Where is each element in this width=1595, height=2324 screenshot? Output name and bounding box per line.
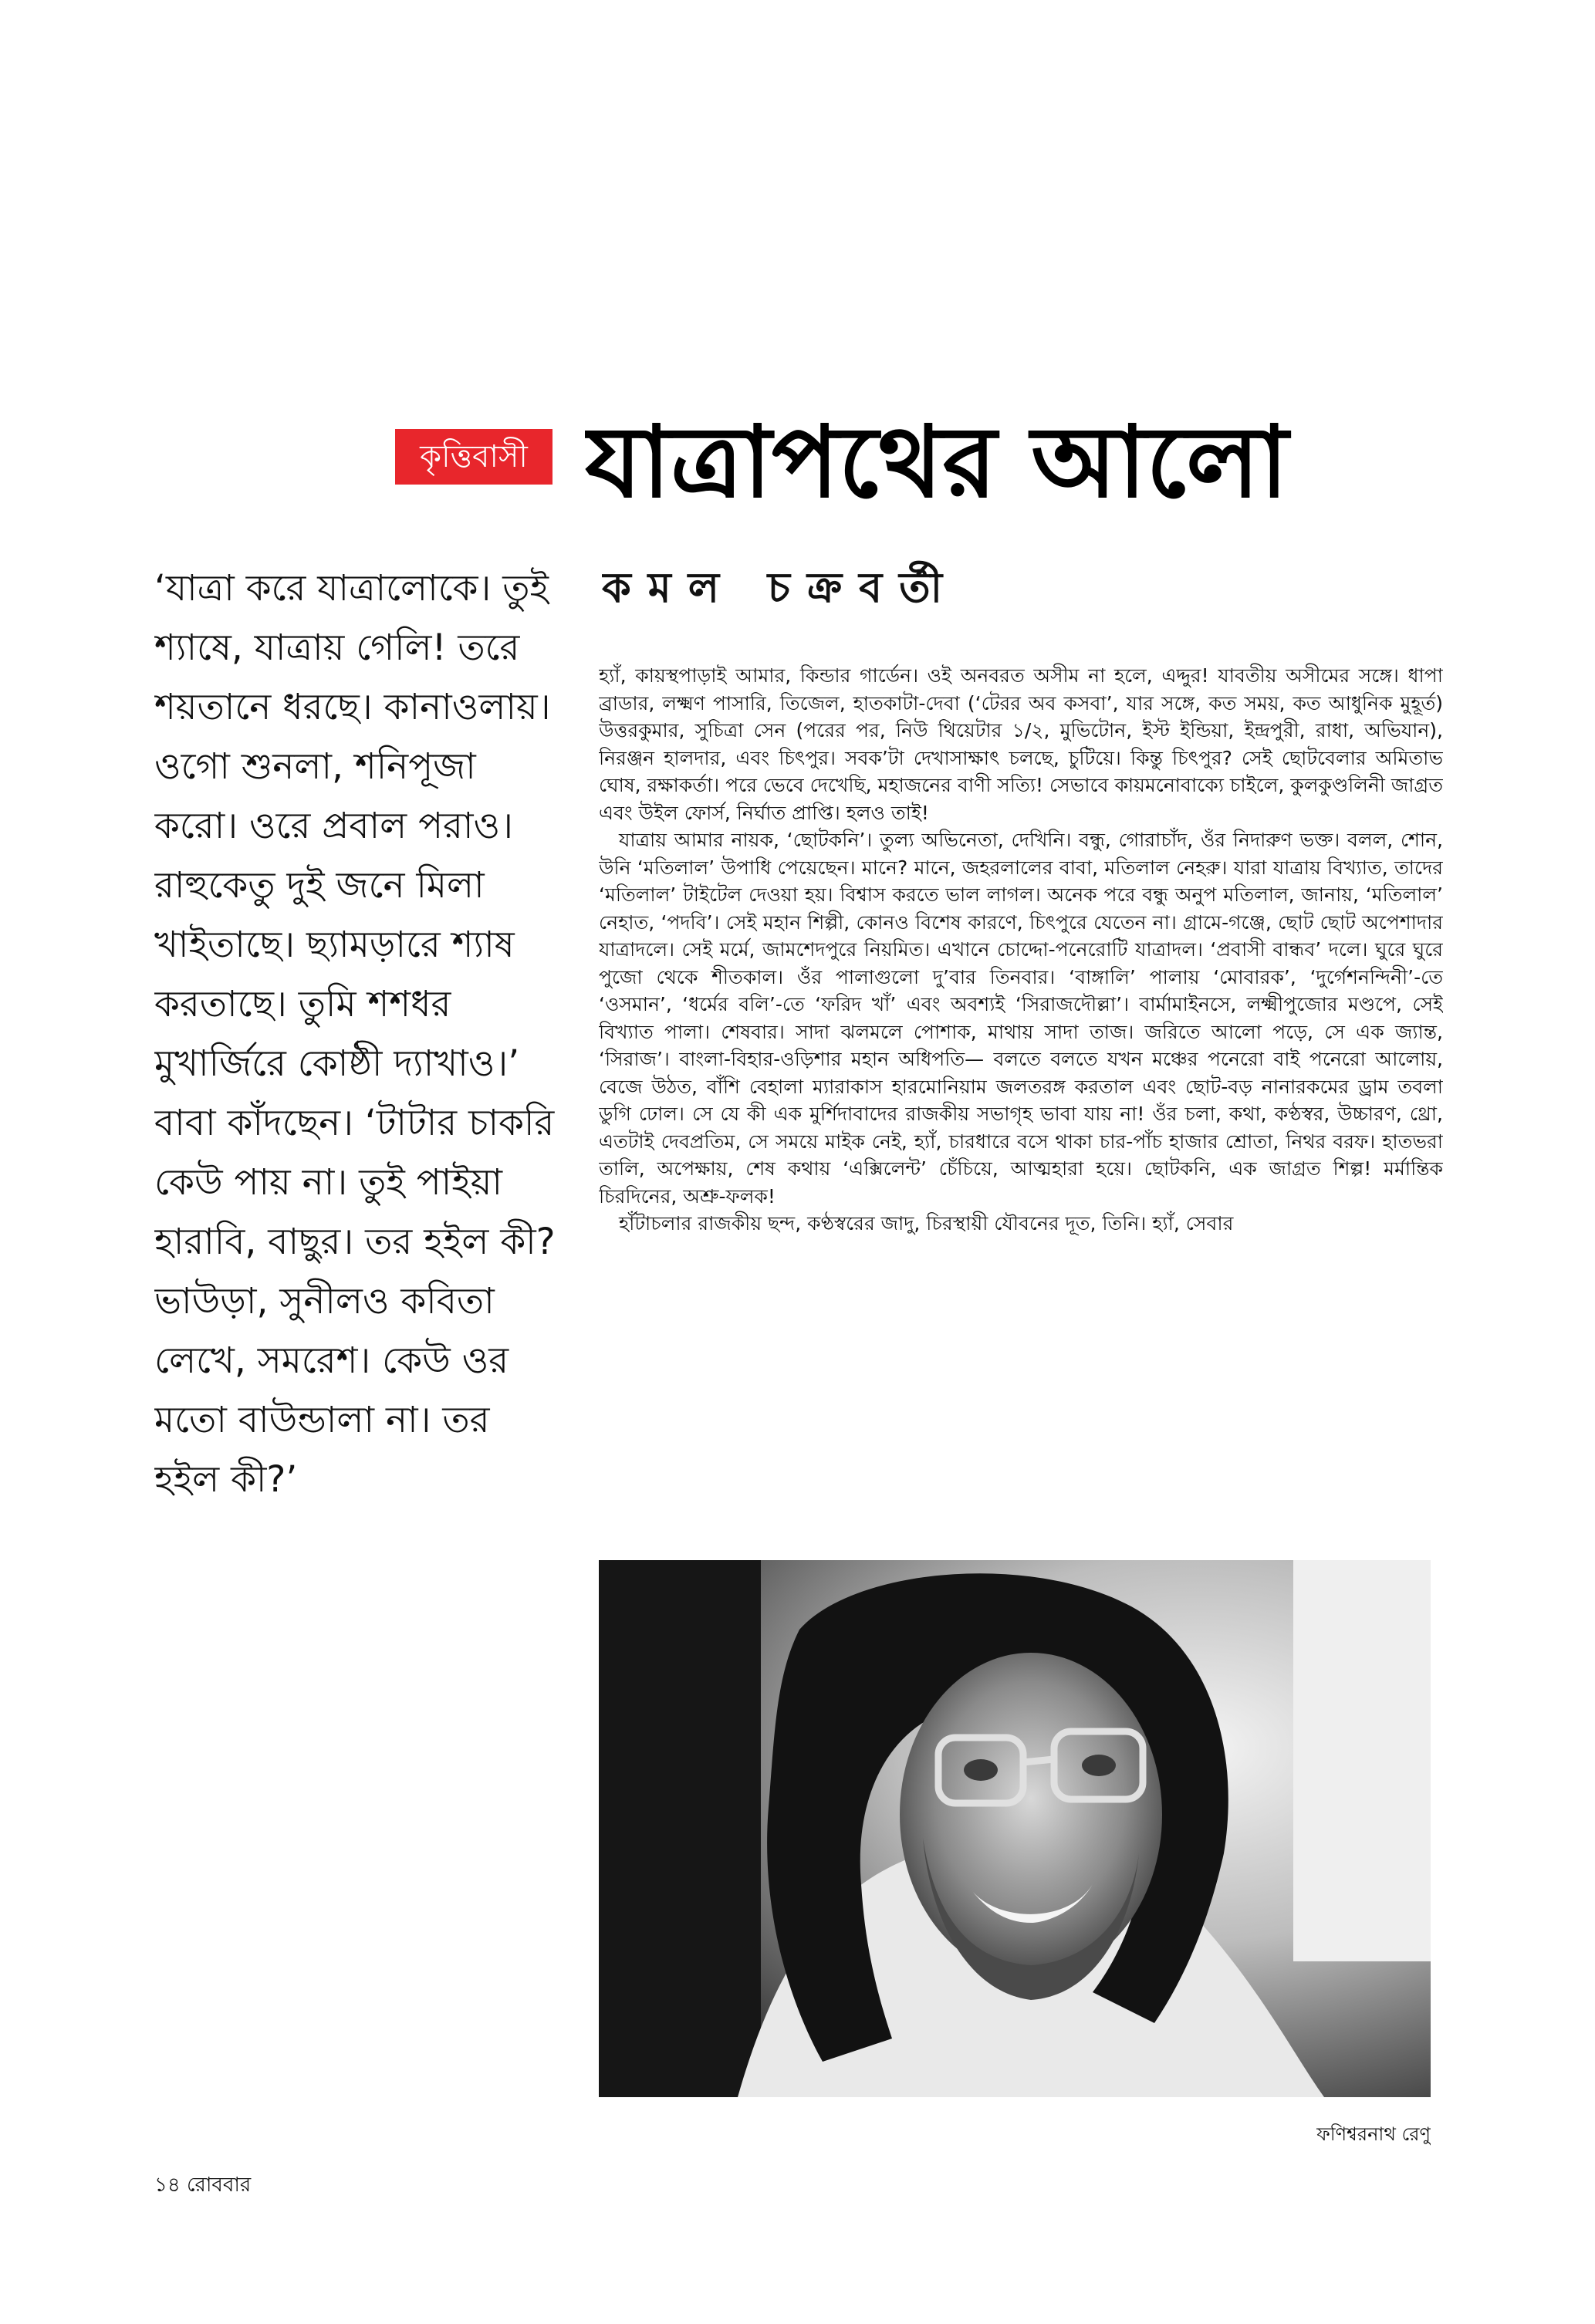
photo-caption: ফণিশ্বরনাথ রেণু: [1316, 2123, 1431, 2145]
portrait-photo-graphic: [599, 1560, 1431, 2097]
article-body: [599, 662, 1443, 1534]
section-tag: কৃত্তিবাসী: [395, 429, 553, 485]
body-paragraph: হাঁটাচলার রাজকীয় ছন্দ, কণ্ঠস্বরের জাদু, চিরস্থায়ী যৌবনের দূত, তিনি। হ্যাঁ, সেবার: [619, 1212, 1234, 1235]
body-paragraph: যাত্রায় আমার নায়ক, ‘ছোটকনি’। তুল্য অভিনেতা, দেখিনি। বন্ধু, গোরাচাঁদ, ওঁর নিদারুণ ভক্ত। বলল, শোন, উনি ‘মতিলাল’ উপাধি পেয়েছেন। মানে? মানে, জহরলালের বাবা, মতিলাল নেহরু। যারা যাত্রায় বিখ্যাত, তাদের ‘মতিলাল’ টাইটেল দেওয়া হয়। বিশ্বাস করতে ভাল লাগল। অনেক পরে বন্ধু অনুপ মতিলাল, জানায়, ‘মতিলাল’ নেহাত, ‘পদবি’। সেই মহান শিল্পী, কোনও বিশেষ কারণে, চিৎপুরে যেতেন না। গ্রামে-গঞ্জে, ছোট ছোট অপেশাদার যাত্রাদলে। সেই মর্মে, জামশেদপুরে নিয়মিত। এখানে চোদ্দো-পনেরোটি যাত্রাদল। ‘প্রবাসী বান্ধব’ দলে। ঘুরে ঘুরে পুজো থেকে শীতকাল। ওঁর পালাগুলো দু’বার তিনবার। ‘বাঙ্গালি’ পালায় ‘মোবারক’, ‘দুর্গেশনন্দিনী’-তে ‘ওসমান’, ‘ধর্মের বলি’-তে ‘ফরিদ খাঁ’ এবং অবশ্যই ‘সিরাজদৌল্লা’। বার্মামাইনসে, লক্ষ্মীপুজোর মণ্ডপে, সেই বিখ্যাত পালা। শেষবার। সাদা ঝলমলে পোশাক, মাথায় সাদা তাজ। জরিতে আলো পড়ে, সে এক জ্যান্ত, ‘সিরাজ’। বাংলা-বিহার-ওড়িশার মহান অধিপতি— বলতে বলতে যখন মঞ্চের পনেরো বাই পনেরো আলোয়, বেজে উঠত, বাঁশি বেহালা ম্যারাকাস হারমোনিয়াম জলতরঙ্গ করতাল এবং ছোট-বড় নানারকমের ড্রাম তবলা ডুগি ঢোল। সে যে কী এক মুর্শিদাবাদের রাজকীয় সভাগৃহ ভাবা যায় না! ওঁর চলা, কথা, কণ্ঠস্বর, উচ্চারণ, থ্রো, এতটাই দেবপ্রতিম, সে সময়ে মাইক নেই, হ্যাঁ, চারধারে বসে থাকা চার-পাঁচ হাজার শ্রোতা, নিথর বরফ। হাতভরা তালি, অপেক্ষায়, শেষ কথায় ‘এক্সিলেন্ট’ চেঁচিয়ে, আত্মহারা হয়ে। ছোটকনি, এক জাগ্রত শিল্প! মর্মান্তিক চিরদিনের, অশ্রু-ফলক!: [599, 829, 1443, 1208]
body-paragraph: হ্যাঁ, কায়স্থপাড়াই আমার, কিন্ডার গার্ডেন। ওই অনবরত অসীম না হলে, এদ্দুর! যাবতীয় অসীমের সঙ্গে। ধাপা ব্রাডার, লক্ষ্মণ পাসারি, তিজেল, হাতকাটা-দেবা (‘টেরর অব কসবা’, যার সঙ্গে, কত সময়, কত আধুনিক মুহূর্ত) উত্তরকুমার, সুচিত্রা সেন (পরের পর, নিউ থিয়েটার ১/২, মুভিটোন, ইস্ট ইন্ডিয়া, ইন্দ্রপুরী, রাধা, অভিযান), নিরঞ্জন হালদার, এবং চিৎপুর। সবক’টা দেখাসাক্ষাৎ চলছে, চুটিয়ে। কিন্তু চিৎপুর? সেই ছোটবেলার অমিতাভ ঘোষ, রক্ষাকর্তা। পরে ভেবে দেখেছি, মহাজনের বাণী সত্যি! সেভাবে কায়মনোবাক্যে চাইলে, কুলকুণ্ডলিনী জাগ্রত এবং উইল ফোর্স, নির্ঘাত প্রাপ্তি। হলও তাই!: [599, 664, 1443, 824]
portrait-photo: [599, 1560, 1431, 2097]
author-byline: কমল চক্রবর্তী: [602, 563, 960, 612]
page-folio: ১৪ রোববার: [154, 2174, 252, 2197]
headline: যাত্রাপথের আলো: [585, 405, 1289, 520]
pull-quote: ‘যাত্রা করে যাত্রালোকে। তুই শ্যাষে, যাত্রায় গেলি! তরে শয়তানে ধরছে। কানাওলায়। ওগো শুনলা, শনিপূজা করো। ওরে প্রবাল পরাও। রাহুকেতু দুই জনে মিলা খাইতাছে। ছ্যামড়ারে শ্যাষ করতাছে। তুমি শশধর মুখার্জিরে কোষ্ঠী দ্যাখাও।’ বাবা কাঁদছেন। ‘টাটার চাকরি কেউ পায় না। তুই পাইয়া হারাবি, বাছুর। তর হইল কী? ভাউড়া, সুনীলও কবিতা লেখে, সমরেশ। কেউ ওর মতো বাউন্ডালা না। তর হইল কী?’: [154, 567, 556, 1501]
